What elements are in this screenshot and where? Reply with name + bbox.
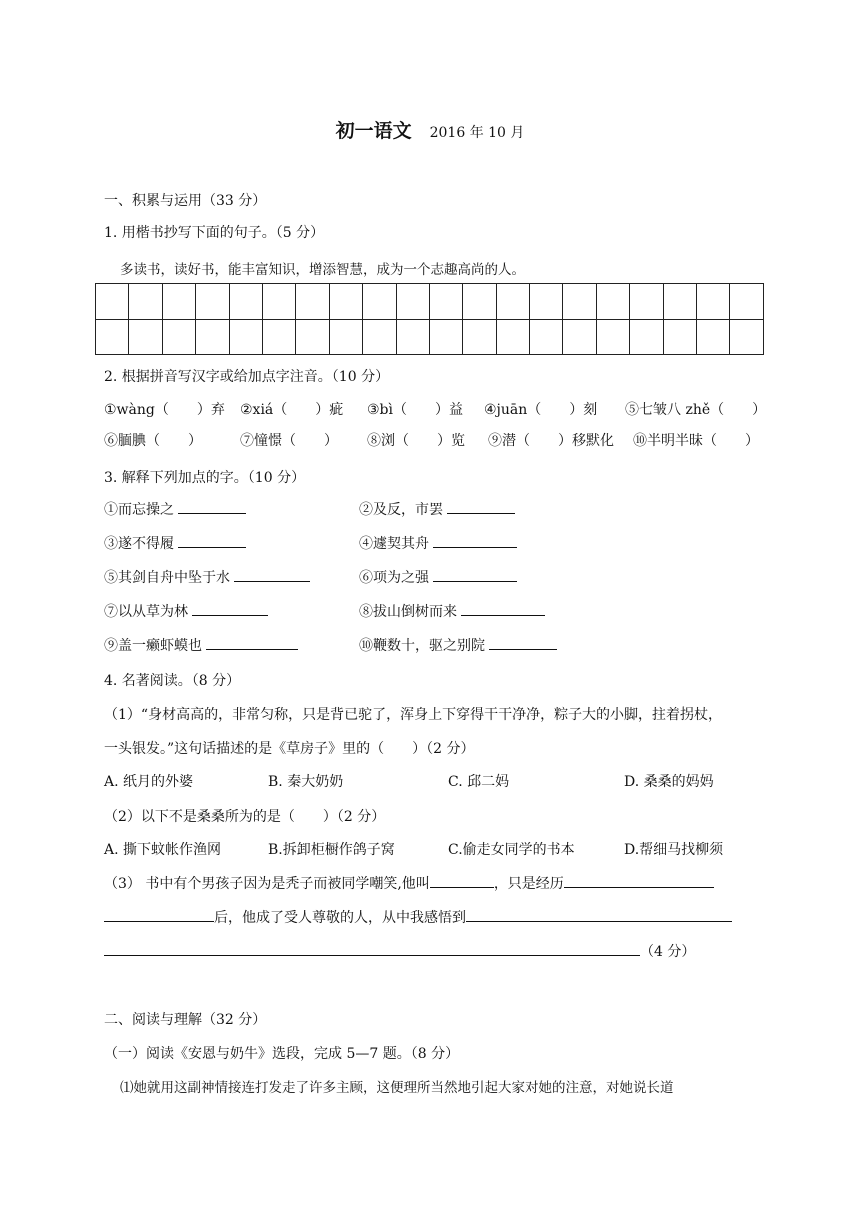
grid-cell[interactable] [496,319,529,355]
q4-p1-option-b: B. 秦大奶奶 [268,774,344,790]
q2-item: ⑤七皱八 zhě（ ） [625,402,767,418]
q3-text: ⑤其剑自舟中坠于水 [104,570,230,586]
q3-text: ⑩鞭数十，驱之别院 [359,638,485,654]
grid-cell[interactable] [530,319,563,355]
q2-item: ①wàng（ ）弃 [104,402,225,418]
q4-p1-option-a: A. 纸月的外婆 [104,774,194,790]
grid-cell[interactable] [429,284,462,320]
grid-cell[interactable] [329,284,362,320]
q4-p2-option-a: A. 撕下蚊帐作渔网 [104,842,222,858]
grid-cell[interactable] [463,284,496,320]
q3-text: ①而忘操之 [104,502,174,518]
grid-cell[interactable] [229,284,262,320]
q4-p1-option-d: D. 桑桑的妈妈 [624,774,714,790]
q4-p2-option-d: D.帮细马找柳须 [624,842,724,858]
q2-item: ⑩半明半昧（ ） [633,433,759,449]
q3-item [104,533,246,553]
grid-cell[interactable] [162,319,195,355]
grid-cell[interactable] [530,284,563,320]
q2-item: ⑦憧憬（ ） [240,433,338,449]
q4-p3-score: （4 分） [640,944,696,960]
grid-cell[interactable] [396,319,429,355]
q4-p3-line1 [104,873,714,893]
q2-item: ④juān（ ）刻 [484,402,598,418]
q4-p2: （2）以下不是桑桑所为的是（ ）（2 分） [104,809,386,825]
q3-item [359,533,517,553]
q4-p3-text: ，只是经历 [493,876,564,892]
grid-cell[interactable] [129,319,162,355]
answer-blank[interactable] [433,533,517,548]
grid-cell[interactable] [296,284,329,320]
q2-item: ⑥腼腆（ ） [104,433,202,449]
answer-blank[interactable] [104,907,214,922]
answer-blank[interactable] [234,567,310,582]
grid-cell[interactable] [162,284,195,320]
page-title [0,116,860,143]
grid-cell[interactable] [563,319,596,355]
q3-item [359,567,517,587]
grid-cell[interactable] [196,319,229,355]
q3-item [104,567,310,587]
section2-sub1: （一）阅读《安恩与奶牛》选段，完成 5—7 题。（8 分） [104,1046,460,1062]
q3-item [104,601,268,621]
section2-heading: 二、阅读与理解（32 分） [104,1012,267,1028]
q1-sentence: 多读书，读好书，能丰富知识，增添智慧，成为一个志趣高尚的人。 [120,262,525,278]
grid-cell[interactable] [563,284,596,320]
answer-blank[interactable] [430,873,494,888]
q2-item: ③bì（ ）益 [367,402,463,418]
q3-text: ②及反，市罢 [359,502,443,518]
q4-label: 4. 名著阅读。（8 分） [104,673,241,689]
answer-blank[interactable] [433,567,517,582]
q3-text: ④遽契其舟 [359,536,429,552]
q4-p3-line2 [104,907,732,927]
grid-cell[interactable] [496,284,529,320]
grid-cell[interactable] [396,284,429,320]
answer-blank[interactable] [178,499,246,514]
answer-blank[interactable] [461,601,545,616]
q2-item: ②xiá（ ）疵 [240,402,344,418]
grid-row [96,284,764,320]
q3-item [359,601,545,621]
grid-cell[interactable] [730,319,763,355]
grid-cell[interactable] [262,319,295,355]
q4-p2-option-c: C.偷走女同学的书本 [448,842,575,858]
q2-item: ⑨潜（ ）移默化 [488,433,614,449]
q2-label: 2. 根据拼音写汉字或给加点字注音。（10 分） [104,369,390,385]
q4-p3-text: 后，他成了受人尊敬的人，从中我感悟到 [214,910,466,926]
q3-item [359,635,557,655]
passage-paragraph-1: ⑴她就用这副神情接连打发走了许多主顾，这便理所当然地引起大家对她的注意，对她说长道 [120,1080,674,1096]
answer-blank[interactable] [489,635,557,650]
q4-p2-option-b: B.拆卸柜橱作鸽子窝 [268,842,395,858]
answer-blank[interactable] [564,873,714,888]
grid-cell[interactable] [262,284,295,320]
grid-cell[interactable] [596,284,629,320]
grid-cell[interactable] [96,284,129,320]
grid-cell[interactable] [630,319,663,355]
q4-p1-line1: （1）“身材高高的，非常匀称，只是背已驼了，浑身上下穿得干干净净，粽子大的小脚，拄着拐杖， [104,707,723,723]
answer-blank[interactable] [178,533,246,548]
q3-item [359,499,515,519]
grid-cell[interactable] [697,319,730,355]
grid-cell[interactable] [663,284,696,320]
grid-cell[interactable] [429,319,462,355]
grid-cell[interactable] [196,284,229,320]
exam-title: 初一语文 [335,120,412,142]
grid-cell[interactable] [363,319,396,355]
q3-text: ⑦以从草为林 [104,604,188,620]
q1-label: 1. 用楷书抄写下面的句子。（5 分） [104,225,325,241]
grid-row [96,319,764,355]
grid-cell[interactable] [329,319,362,355]
grid-cell[interactable] [463,319,496,355]
q4-p3-text: （3） 书中有个男孩子因为是秃子而被同学嘲笑,他叫 [104,876,430,892]
q4-p1-line2: 一头银发。”这句话描述的是《草房子》里的（ ）（2 分） [104,741,475,757]
grid-cell[interactable] [596,319,629,355]
grid-cell[interactable] [229,319,262,355]
q3-label: 3. 解释下列加点的字。（10 分） [104,470,306,486]
q3-text: ③遂不得履 [104,536,174,552]
section1-heading: 一、积累与运用（33 分） [104,193,267,209]
q4-p1-option-c: C. 邱二妈 [448,774,510,790]
grid-cell[interactable] [296,319,329,355]
q2-item: ⑧浏（ ）览 [367,433,465,449]
answer-blank[interactable] [447,499,515,514]
grid-cell[interactable] [363,284,396,320]
q4-p3-line3 [104,941,695,961]
grid-cell[interactable] [697,284,730,320]
answer-blank[interactable] [104,941,640,956]
q3-text: ⑥项为之强 [359,570,429,586]
exam-date: 2016 年 10 月 [429,125,525,141]
q3-text: ⑨盖一癞虾蟆也 [104,638,202,654]
grid-cell[interactable] [96,319,129,355]
answer-blank[interactable] [192,601,268,616]
grid-cell[interactable] [129,284,162,320]
grid-cell[interactable] [663,319,696,355]
answer-blank[interactable] [466,907,732,922]
q3-item [104,635,298,655]
grid-cell[interactable] [730,284,763,320]
q3-item [104,499,246,519]
answer-blank[interactable] [206,635,298,650]
grid-cell[interactable] [630,284,663,320]
handwriting-grid [95,283,764,355]
q3-text: ⑧拔山倒树而来 [359,604,457,620]
